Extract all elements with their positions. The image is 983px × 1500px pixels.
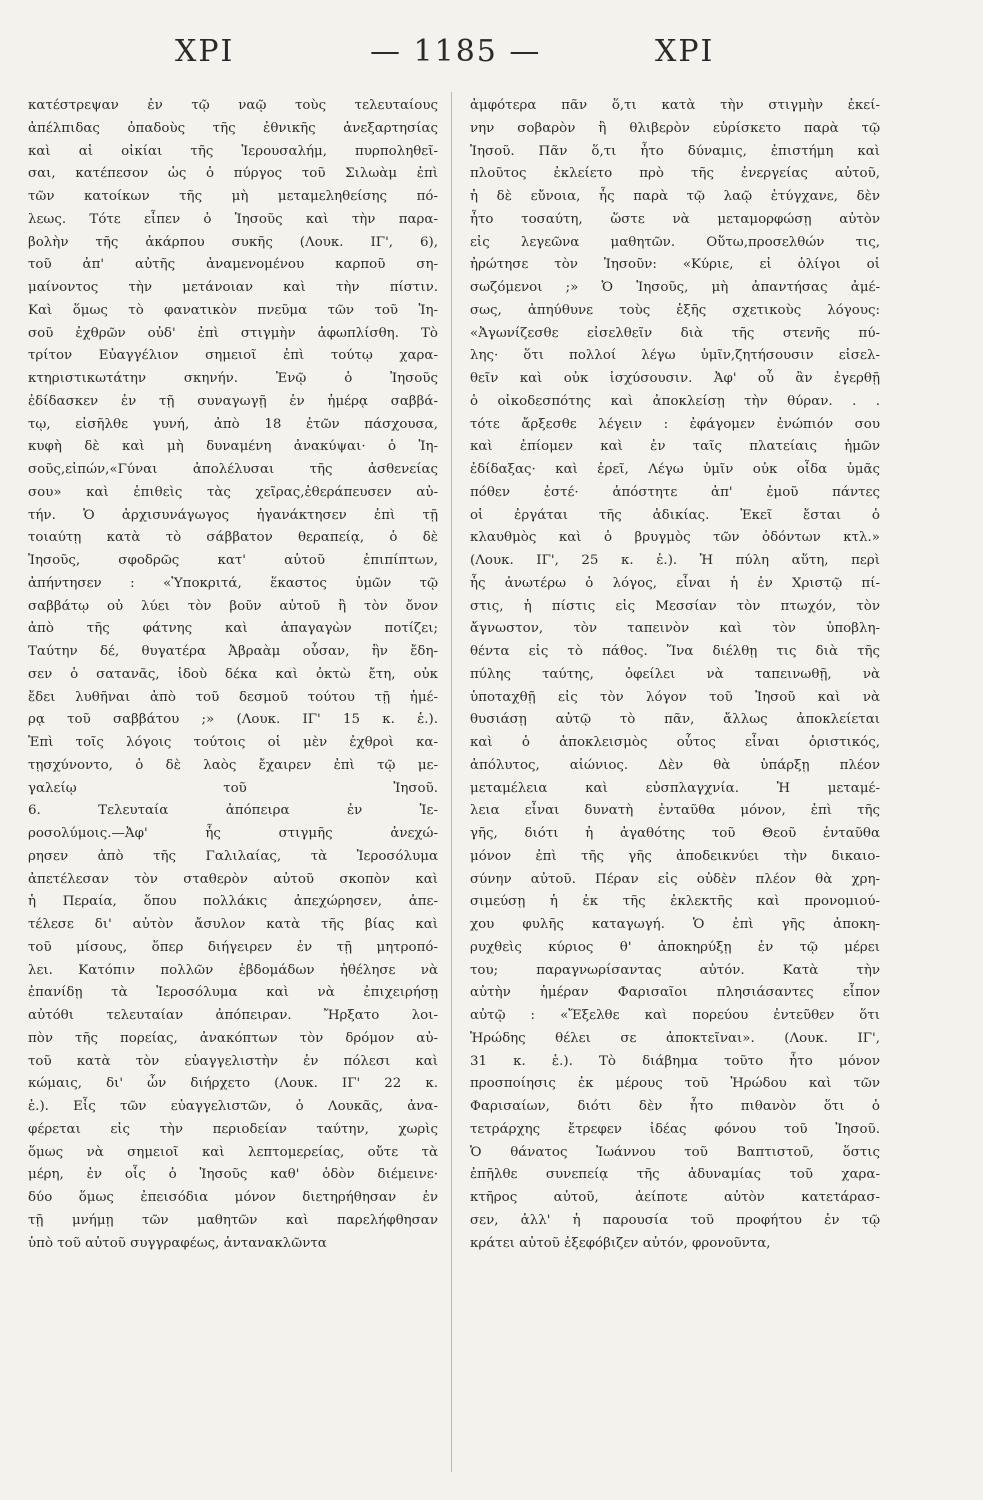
text-line: πλοῦτος ἐκλείετο πρὸ τῆς ἐνεργείας αὐτοῦ, — [470, 166, 880, 182]
text-line: (Λουκ. ΙΓ', 25 κ. ἑ.). Ἡ πύλη αὕτη, περὶ — [470, 553, 880, 568]
text-line: προσποίησις ἐκ μέρους τοῦ Ἡρώδου καὶ τῶν — [470, 1076, 880, 1092]
column-divider — [451, 92, 452, 1472]
text-line: τότε ἄρξεσθε λέγειν : ἐφάγομεν ἐνώπιόν σου — [470, 416, 880, 432]
text-line: κλαυθμὸς καὶ ὁ βρυγμὸς τῶν ὀδόντων κτλ.» — [470, 530, 880, 546]
text-line: γῆς, διότι ἡ ἀγαθότης τοῦ Θεοῦ ἐνταῦθα — [470, 826, 880, 841]
text-line: θεῖν καὶ οὐκ ἰσχύσουσιν. Ἀφ' οὗ ἂν ἐγερθῇ — [470, 371, 880, 386]
text-line: λεως. Τότε εἶπεν ὁ Ἰησοῦς καὶ τὴν παρα- — [28, 211, 438, 227]
text-line: 31 κ. ἑ.). Τὸ διάβημα τοῦτο ἦτο μόνον — [470, 1053, 880, 1069]
text-line: ἐδίδασκεν ἐν τῇ συναγωγῇ ἐν ἡμέρᾳ σαββά- — [28, 393, 438, 409]
text-line: τῃσχύνοντο, ὁ δὲ λαὸς ἔχαιρεν ἐπὶ τῷ με- — [28, 757, 438, 773]
text-line: σωζόμενοι ;» Ὁ Ἰησοῦς, μὴ ἀπαντήσας ἀμέ- — [470, 280, 880, 295]
text-line: Ἐπὶ τοῖς λόγοις τούτοις οἱ μὲν ἐχθροὶ κα- — [28, 735, 438, 750]
text-line: τῇ μνήμῃ τῶν μαθητῶν καὶ παρελήφθησαν — [28, 1212, 438, 1228]
text-line: τέλεσε δι' αὐτὸν ἄσυλον κατὰ τῆς βίας καὶ — [28, 917, 438, 932]
text-line: Ταύτην δέ, θυγατέρα Ἀβραὰμ οὖσαν, ἣν ἔδη- — [28, 644, 438, 659]
text-line: ὅμως νὰ σημειοῖ καὶ λεπτομερείας, οὔτε τὰ — [28, 1144, 438, 1160]
text-line: ἑ.). Εἷς τῶν εὐαγγελιστῶν, ὁ Λουκᾶς, ἀνα- — [28, 1099, 438, 1114]
text-line: ρυχθεὶς κύριος θ' ἀποκηρύξῃ ἐν τῷ μέρει — [470, 939, 880, 955]
text-line: φέρεται εἰς τὴν περιοδείαν ταύτην, χωρὶς — [28, 1121, 438, 1137]
text-line: σοῦ ἐχθρῶν οὐδ' ἐπὶ στιγμὴν ἀφωπλίσθη. Τὸ — [28, 325, 438, 341]
text-line: τῳ, εἰσῆλθε γυνή, ἀπὸ 18 ἐτῶν πάσχουσα, — [28, 416, 438, 432]
text-line: οἱ ἐργάται τῆς ἀδικίας. Ἐκεῖ ἔσται ὁ — [470, 507, 880, 523]
text-line: λει. Κατόπιν πολλῶν ἑβδομάδων ἠθέλησε νὰ — [28, 962, 438, 978]
text-line: σαββάτῳ οὐ λύει τὸν βοῦν αὐτοῦ ἢ τὸν ὄνον — [28, 598, 438, 614]
text-line: ὑποταχθῇ εἰς τὸν λόγον τοῦ Ἰησοῦ καὶ νὰ — [470, 689, 880, 705]
text-line: ἀπὸ τῆς φάτνης καὶ ἀπαγαγὼν ποτίζει; — [28, 621, 438, 637]
text-line: ἧς ἀνωτέρω ὁ λόγος, εἶναι ἡ ἐν Χριστῷ πί- — [470, 575, 880, 591]
text-line: Ἰησοῦς, σφοδρῶς κατ' αὐτοῦ ἐπιπίπτων, — [28, 553, 438, 568]
text-line: τοῦ ἀπ' αὐτῆς ἀναμενομένου καρποῦ ση- — [28, 257, 438, 273]
text-line: ἀπόλυτος, αἰώνιος. Δὲν θὰ ὑπάρξῃ πλέον — [470, 757, 880, 773]
text-line: θυσιάσῃ αὐτῷ τὸ πᾶν, ἄλλως ἀποκλείεται — [470, 712, 880, 728]
text-line: Ἰησοῦ. Πᾶν ὅ,τι ἦτο δύναμις, ἐπιστήμη καὶ — [470, 143, 880, 159]
text-line: ὑπὸ τοῦ αὐτοῦ συγγραφέως, ἀντανακλῶντα — [28, 1235, 327, 1251]
text-line: ἀπήντησεν : «Ὑποκριτά, ἕκαστος ὑμῶν τῷ — [28, 575, 438, 591]
left-column — [28, 95, 438, 1255]
text-line: πόθεν ἐστέ· ἀπόστητε ἀπ' ἐμοῦ πάντες — [470, 484, 880, 500]
text-line: λης· ὅτι πολλοί λέγω ὑμῖν,ζητήσουσιν εἰσελ- — [470, 348, 880, 364]
text-line: ἀπετέλεσαν τὸν σταθερὸν αὐτοῦ σκοπὸν καὶ — [28, 871, 438, 887]
text-line: νην σοβαρὸν ἢ θλιβερὸν εὑρίσκετο παρὰ τῷ — [470, 120, 880, 136]
text-line: Καὶ ὅμως τὸ φανατικὸν πνεῦμα τῶν τοῦ Ἰη- — [28, 302, 438, 318]
text-line: ἦτο τοσαύτη, ὥστε νὰ μεταμορφώσῃ αὐτὸν — [470, 211, 880, 227]
text-line: μόνον ἐπὶ τῆς γῆς ἀποδεικνύει τὴν δικαιο- — [470, 848, 880, 864]
text-line: τοιαύτῃ κατὰ τὸ σάββατον θεραπείᾳ, ὁ δὲ — [28, 530, 438, 546]
text-line: Ἡρώδης θέλει σε ἀποκτεῖναι». (Λουκ. ΙΓ', — [470, 1030, 880, 1046]
text-line: κυφὴ δὲ καὶ μὴ δυναμένη ἀνακύψαι· ὁ Ἰη- — [28, 439, 438, 455]
text-line: του; παραγνωρίσαντας αὐτόν. Κατὰ τὴν — [470, 962, 880, 978]
text-line: θέντα εἰς τὸ πάθος. Ἵνα διέλθῃ τις διὰ τῆς — [470, 644, 880, 659]
text-line: ἀπέλπιδας ὀπαδοὺς τῆς ἐθνικῆς ἀνεξαρτησίας — [28, 120, 438, 136]
text-line: Ὁ θάνατος Ἰωάννου τοῦ Βαπτιστοῦ, ὅστις — [470, 1144, 880, 1160]
text-line: πύλης ταύτης, ὀφείλει νὰ ταπεινωθῇ, νὰ — [470, 666, 880, 682]
text-line: εἰς λεγεῶνα μαθητῶν. Οὕτω,προσελθών τις, — [470, 234, 880, 250]
text-line: τήν. Ὁ ἀρχισυνάγωγος ἠγανάκτησεν ἐπὶ τῇ — [28, 507, 438, 523]
text-line: κατέστρεψαν ἐν τῷ ναῷ τοὺς τελευταίους — [28, 98, 438, 113]
text-line: ἀμφότερα πᾶν ὅ,τι κατὰ τὴν στιγμὴν ἐκεί- — [470, 98, 880, 113]
running-head-left: ΧΡΙ — [175, 34, 235, 69]
text-line: μαίνοντος τὴν μετάνοιαν καὶ τὴν πίστιν. — [28, 280, 438, 295]
text-line: τῶν κατοίκων τῆς μὴ μεταμεληθείσης πό- — [28, 189, 438, 204]
text-line: ροσολύμοις.—Ἀφ' ἧς στιγμῆς ἀνεχώ- — [28, 826, 438, 841]
text-line: τοῦ κατὰ τὸν εὐαγγελιστὴν ἐν πόλεσι καὶ — [28, 1053, 438, 1069]
text-line: κώμαις, δι' ὧν διήρχετο (Λουκ. ΙΓ' 22 κ. — [28, 1076, 438, 1092]
text-line: μέρη, ἐν οἷς ὁ Ἰησοῦς καθ' ὁδὸν διέμεινε· — [28, 1167, 438, 1183]
text-line: βολὴν τῆς ἀκάρπου συκῆς (Λουκ. ΙΓ', 6), — [28, 234, 438, 250]
text-line: ἄγνωστον, τὸν ταπεινὸν καὶ τὸν ὑποβλη- — [470, 621, 880, 637]
text-line: μεταμέλεια καὶ εὐσπλαγχνία. Ἡ μεταμέ- — [470, 780, 880, 796]
text-line: κτηριστικωτάτην σκηνήν. Ἐνῷ ὁ Ἰησοῦς — [28, 371, 438, 386]
running-head-right: ΧΡΙ — [655, 34, 715, 69]
text-line: σου» καὶ ἐπιθεὶς τὰς χεῖρας,ἐθεράπευσεν αὐ- — [28, 484, 438, 500]
text-line: αὐτὴν ἡμέραν Φαρισαῖοι πλησιάσαντες εἶπον — [470, 985, 880, 1001]
text-line: λεια εἶναι δυνατὴ ἐνταῦθα μόνον, ἐπὶ τῆς — [470, 803, 880, 819]
text-line: σως, ἀπηύθυνε τοὺς ἑξῆς σχετικοὺς λόγους: — [470, 302, 880, 318]
text-line: σεν ὁ σατανᾶς, ἰδοὺ δέκα καὶ ὀκτὼ ἔτη, οὐκ — [28, 666, 438, 682]
text-line: καὶ ὁ ἀποκλεισμὸς οὗτος εἶναι ὁριστικός, — [470, 735, 880, 750]
text-line: καὶ αἱ οἰκίαι τῆς Ἱερουσαλήμ, πυρποληθεῖ- — [28, 143, 438, 159]
text-line: ὁ οἰκοδεσπότης καὶ ἀποκλείσῃ τὴν θύραν. . . — [470, 393, 880, 409]
text-line: ἐπανίδῃ τὰ Ἱεροσόλυμα καὶ νὰ ἐπιχειρήσῃ — [28, 985, 438, 1001]
text-line: «Ἀγωνίζεσθε εἰσελθεῖν διὰ τῆς στενῆς πύ- — [470, 325, 880, 341]
right-column — [470, 95, 880, 1255]
text-line: ἐδίδαξας· καὶ ἐρεῖ, Λέγω ὑμῖν οὐκ οἶδα ὑμᾶς — [470, 462, 880, 477]
text-line: πὸν τῆς πορείας, ἀνακόπτων τὸν δρόμον αὐ- — [28, 1030, 438, 1046]
text-line: τετράρχης ἔτρεφεν ἰδέας φόνου τοῦ Ἰησοῦ. — [470, 1121, 880, 1137]
text-line: ἠρώτησε τὸν Ἰησοῦν: «Κύριε, εἰ ὀλίγοι οἱ — [470, 257, 880, 273]
text-line: γαλείῳ τοῦ Ἰησοῦ. — [28, 780, 438, 796]
text-line: ἡ δὲ εὔνοια, ἧς παρὰ τῷ λαῷ ἐτύγχανε, δὲν — [470, 189, 880, 204]
text-line: σοῦς,εἰπών,«Γύναι ἀπολέλυσαι τῆς ἀσθενείας — [28, 462, 438, 477]
text-line: καὶ ἐπίομεν καὶ ἐν ταῖς πλατείαις ἡμῶν — [470, 439, 880, 455]
text-line: αὐτόθι τελευταίαν ἀπόπειραν. Ἤρξατο λοι- — [28, 1008, 438, 1023]
text-line: τοῦ μίσους, ὅπερ διήγειρεν ἐν τῇ μητροπό- — [28, 939, 438, 955]
text-line: σιμεύσῃ ἡ ἐκ τῆς ἐκλεκτῆς καὶ προνομιού- — [470, 894, 880, 910]
text-line: τρίτον Εὐαγγέλιον σημειοῖ ἐπὶ τούτῳ χαρα- — [28, 348, 438, 364]
text-line: αὐτῷ : «Ἔξελθε καὶ πορεύου ἐντεῦθεν ὅτι — [470, 1008, 880, 1023]
page-header — [0, 28, 983, 78]
text-line: χου φυλῆς καταγωγή. Ὁ ἐπὶ γῆς ἀποκη- — [470, 917, 880, 932]
text-line: κτῆρος αὐτοῦ, ἀείποτε αὐτὸν κατετάρασ- — [470, 1190, 880, 1205]
text-line: ἡ Περαία, ὅπου πολλάκις ἀπεχώρησεν, ἀπε- — [28, 894, 438, 910]
text-line: ρᾳ τοῦ σαββάτου ;» (Λουκ. ΙΓ' 15 κ. ἑ.). — [28, 712, 438, 728]
text-line: σαι, κατέπεσον ὡς ὁ πύργος τοῦ Σιλωὰμ ἐπὶ — [28, 166, 438, 182]
text-line: 6. Τελευταία ἀπόπειρα ἐν Ἱε- — [28, 803, 438, 819]
text-line: ἐπῆλθε συνεπείᾳ τῆς ἀδυναμίας τοῦ χαρα- — [470, 1167, 880, 1183]
text-line: ἔδει λυθῆναι ἀπὸ τοῦ δεσμοῦ τούτου τῇ ἡμέ- — [28, 689, 438, 705]
text-line: σύνην αὐτοῦ. Πέραν εἰς οὐδὲν πλέον θὰ χρη- — [470, 871, 880, 887]
text-line: στις, ἡ πίστις εἰς Μεσσίαν τὸν πτωχόν, τὸν — [470, 598, 880, 614]
text-line: δύο ὅμως ἐπεισόδια μόνον διετηρήθησαν ἐν — [28, 1190, 438, 1205]
text-line: κράτει αὐτοῦ ἐξεφόβιζεν αὐτόν, φρονοῦντα, — [470, 1235, 771, 1251]
text-line: Φαρισαίων, διότι δὲν ἦτο πιθανὸν ὅτι ὁ — [470, 1099, 880, 1114]
text-line: ρησεν ἀπὸ τῆς Γαλιλαίας, τὰ Ἱεροσόλυμα — [28, 848, 438, 864]
text-line: σεν, ἀλλ' ἡ παρουσία τοῦ προφήτου ἐν τῷ — [470, 1212, 880, 1228]
page-number: — 1185 — — [370, 34, 542, 69]
